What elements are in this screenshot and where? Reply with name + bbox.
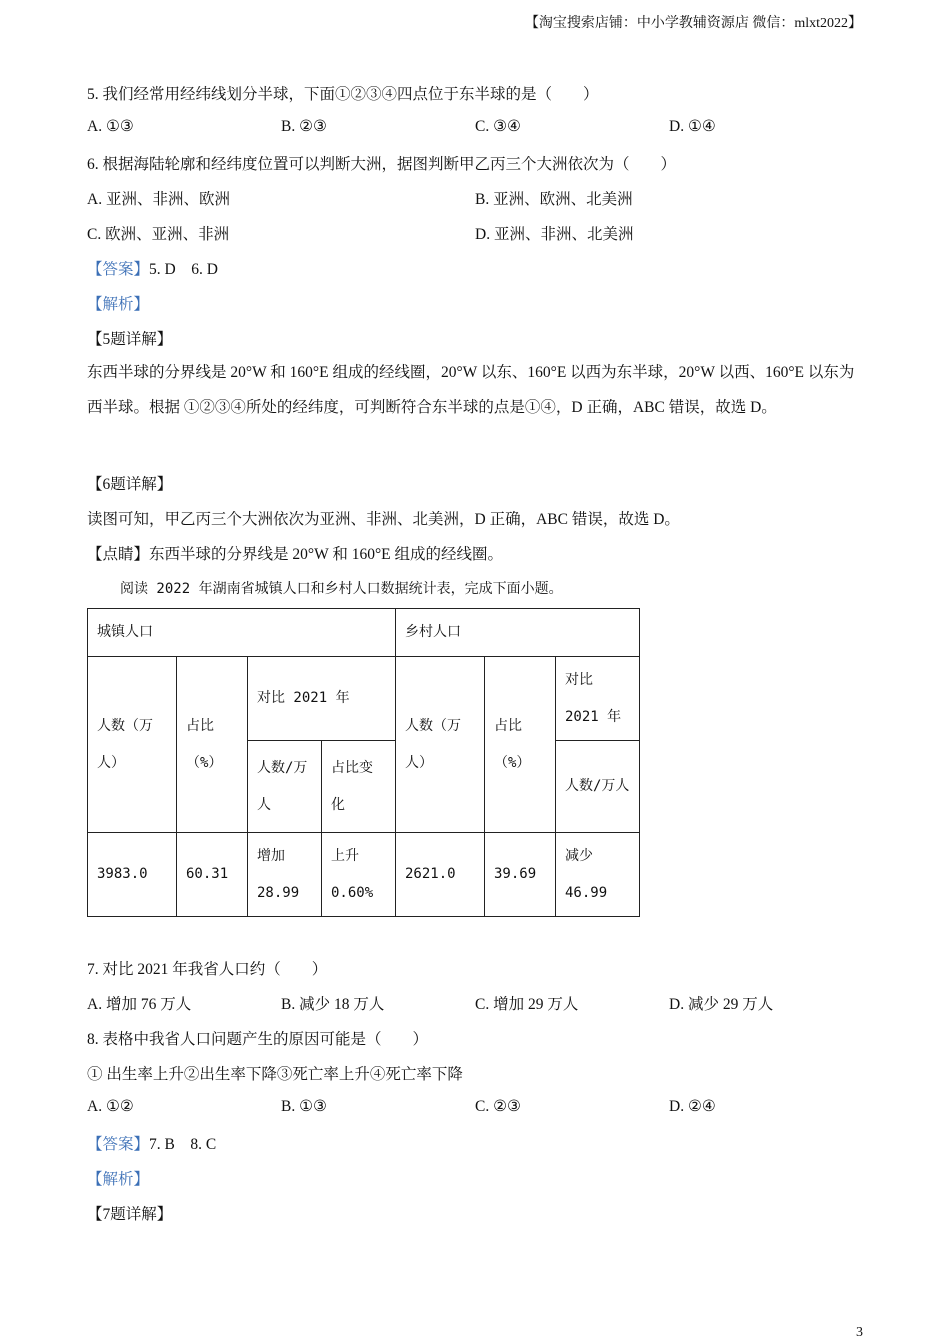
q8-option-a: A. ①② [87,1098,134,1115]
q6-option-c: C. 欧洲、亚洲、非洲 [87,226,230,243]
q8-statement: ① 出生率上升②出生率下降③死亡率上升④死亡率下降 [87,1066,463,1083]
rural-share-header: 占比（%） [485,657,556,833]
population-table [87,608,640,917]
q8-stem: 8. 表格中我省人口问题产生的原因可能是（ ） [87,1031,429,1048]
analysis-tag: 【解析】 [87,296,150,313]
header-rural: 乡村人口 [396,609,640,657]
q7-option-a: A. 增加 76 万人 [87,996,192,1013]
q6-option-d: D. 亚洲、非洲、北美洲 [475,226,634,243]
urban-pop-change-value: 增加 28.99 [248,833,322,917]
q6-option-b: B. 亚洲、欧洲、北美洲 [475,191,633,208]
analysis-tag: 【解析】 [87,1171,150,1188]
detail7-heading: 【7题详解】 [87,1206,173,1223]
detail6-heading: 【6题详解】 [87,476,173,493]
tip-tag: 【点睛】 [87,546,150,563]
page-number: 3 [856,1325,863,1340]
answer-text: 5. D 6. D [149,261,218,278]
q5-option-d: D. ①④ [669,118,716,135]
q7-option-b: B. 减少 18 万人 [281,996,385,1013]
urban-pop-header: 人数（万人） [88,657,177,833]
header-urban: 城镇人口 [88,609,396,657]
tip-text: 东西半球的分界线是 20°W 和 160°E 组成的经线圈。 [149,546,503,563]
rural-pop-change-value: 减少 46.99 [556,833,640,917]
q7-stem: 7. 对比 2021 年我省人口约（ ） [87,961,328,978]
q5-option-b: B. ②③ [281,118,327,135]
page-header: 【淘宝搜索店铺：中小学教辅资源店 微信：mlxt2022】 [524,16,862,31]
urban-share-header: 占比（%） [177,657,248,833]
urban-vs2021-header: 对比 2021 年 [248,657,396,741]
urban-share-value: 60.31 [177,833,248,917]
answer-tag: 【答案】 [87,261,150,278]
urban-sub-change-header: 占比变化 [322,741,396,833]
detail6-body: 读图可知，甲乙丙三个大洲依次为亚洲、非洲、北美洲，D 正确，ABC 错误，故选 D。 [87,511,680,528]
rural-sub-pop-header: 人数/万人 [556,741,640,833]
q5-option-a: A. ①③ [87,118,134,135]
answer-block-2 [87,1132,216,1154]
answer-text: 7. B 8. C [149,1136,217,1153]
tip-block [87,542,503,564]
urban-sub-pop-header: 人数/万人 [248,741,322,833]
rural-pop-header: 人数（万人） [396,657,485,833]
q6-option-a: A. 亚洲、非洲、欧洲 [87,191,230,208]
detail5-heading: 【5题详解】 [87,331,173,348]
rural-vs2021-header: 对比 2021 年 [556,657,640,741]
urban-share-change-value: 上升 0.60% [322,833,396,917]
q5-option-c: C. ③④ [475,118,521,135]
q6-stem: 6. 根据海陆轮廓和经纬度位置可以判断大洲，据图判断甲乙丙三个大洲依次为（ ） [87,156,677,173]
q7-option-d: D. 减少 29 万人 [669,996,774,1013]
q8-option-c: C. ②③ [475,1098,521,1115]
q8-option-d: D. ②④ [669,1098,716,1115]
answer-block-1 [87,257,218,279]
urban-pop-value: 3983.0 [88,833,177,917]
rural-share-value: 39.69 [485,833,556,917]
q7-option-c: C. 增加 29 万人 [475,996,579,1013]
rural-pop-value: 2621.0 [396,833,485,917]
answer-tag: 【答案】 [87,1136,150,1153]
reading-instruction: 阅读 2022 年湖南省城镇人口和乡村人口数据统计表，完成下面小题。 [120,581,563,597]
q5-stem: 5. 我们经常用经纬线划分半球，下面①②③④四点位于东半球的是（ ） [87,86,599,103]
q8-option-b: B. ①③ [281,1098,327,1115]
detail5-body: 东西半球的分界线是 20°W 和 160°E 组成的经线圈，20°W 以东、160°E 以西为东半球，20°W 以西、160°E 以东为西半球。根据 ①②③④所处的经纬度，可判断符合东半球的点是①④，D 正确，ABC 错误，故选 D。 [87,364,855,416]
